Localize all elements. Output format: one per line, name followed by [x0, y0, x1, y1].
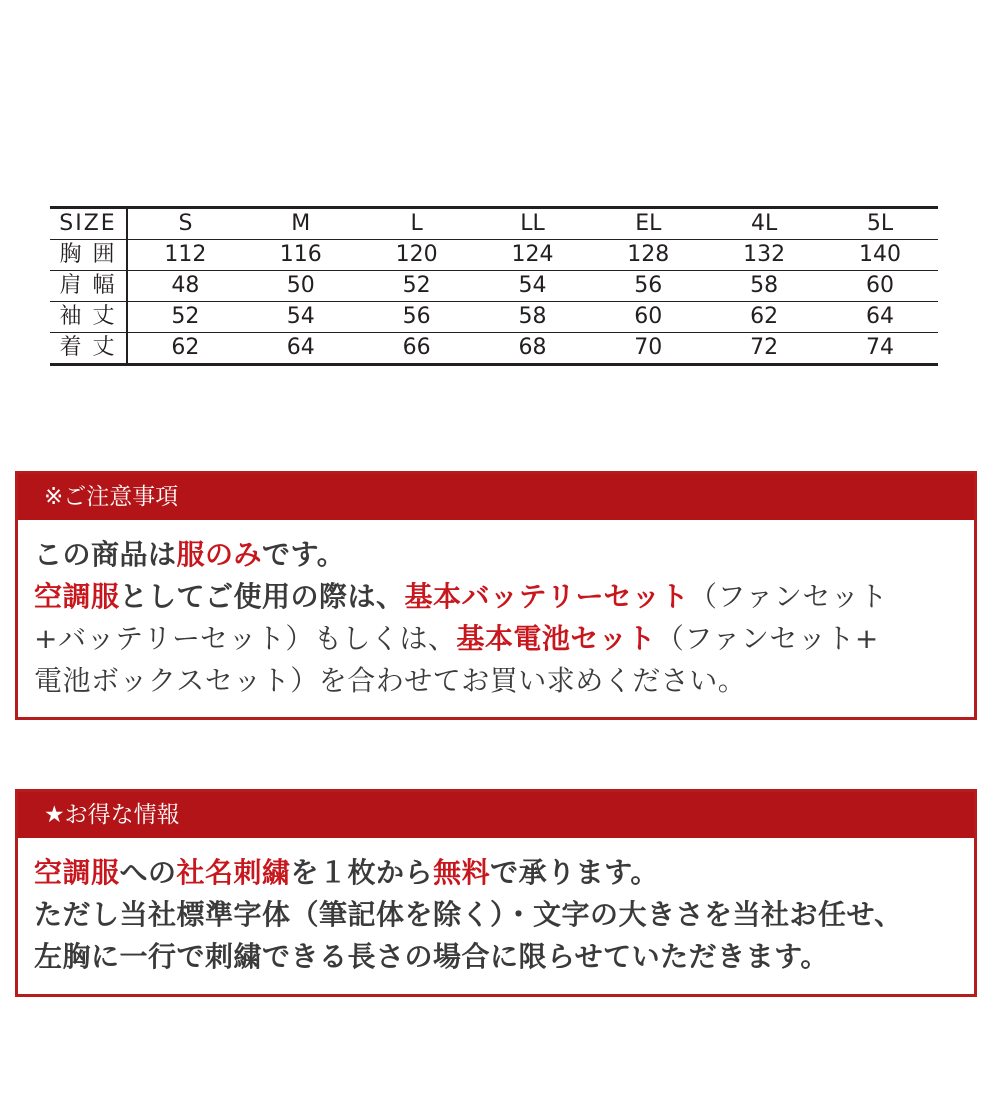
emphasis-text: 無料: [433, 856, 491, 889]
size-cell: LL: [475, 208, 591, 240]
row-label: 袖 丈: [50, 302, 127, 333]
value-cell: 56: [359, 302, 475, 333]
emphasis-text: 基本電池セット: [456, 622, 656, 655]
row-label: 着 丈: [50, 333, 127, 365]
size-header-label: SIZE: [50, 208, 127, 240]
text: （ファンセット+: [655, 622, 879, 655]
row-label: 胸 囲: [50, 240, 127, 271]
value-cell: 66: [402, 335, 431, 360]
value-cell: 62: [706, 302, 822, 333]
text: （ファンセット: [688, 580, 888, 613]
size-chart-table: [50, 206, 938, 366]
emphasis-text: 空調服: [34, 580, 120, 613]
text: を１枚から: [290, 856, 434, 889]
size-cell: M: [243, 208, 359, 240]
size-cell: S: [127, 208, 243, 240]
emphasis-text: 社名刺繍: [176, 856, 291, 889]
value-cell: 112: [127, 240, 243, 271]
size-cell: 5L: [822, 208, 938, 240]
emphasis-text: 空調服: [34, 856, 120, 889]
value-cell: 56: [590, 271, 706, 302]
table-row-sleeve: [50, 302, 938, 333]
table-row-length: [50, 333, 938, 365]
value-cell: 132: [706, 240, 822, 271]
size-cell: L: [359, 208, 475, 240]
value-cell: 58: [706, 271, 822, 302]
value-cell: 120: [359, 240, 475, 271]
value-cell: 72: [750, 335, 779, 360]
text: としてご使用の際は、: [119, 580, 405, 613]
value-cell: 74: [866, 335, 895, 360]
text: この商品は: [34, 538, 177, 571]
value-cell: 60: [822, 271, 938, 302]
value-cell: 52: [359, 271, 475, 302]
value-cell: 52: [127, 302, 243, 333]
info-line: ただし当社標準字体（筆記体を除く）・文字の大きさを当社お任せ、: [34, 898, 903, 931]
text: への: [119, 856, 177, 889]
size-header-row: [50, 208, 938, 240]
caution-notice-box: [15, 471, 977, 720]
info-line: 左胸に一行で刺繍できる長さの場合に限らせていただきます。: [34, 940, 829, 973]
value-cell: 68: [518, 335, 547, 360]
caution-notice-title: ※ご注意事項: [18, 474, 974, 520]
value-cell: 116: [243, 240, 359, 271]
value-cell: 58: [475, 302, 591, 333]
value-cell: 70: [634, 335, 663, 360]
value-cell: 124: [475, 240, 591, 271]
caution-notice-body: [18, 520, 974, 714]
notice-line: 電池ボックスセット）を合わせてお買い求めください。: [34, 664, 747, 697]
size-cell: EL: [590, 208, 706, 240]
value-cell: 48: [127, 271, 243, 302]
notice-line: [34, 618, 958, 660]
value-cell: 64: [286, 335, 315, 360]
table-row-shoulder: [50, 271, 938, 302]
notice-line: [34, 576, 958, 618]
value-cell: 62: [171, 335, 200, 360]
info-notice-title: ★お得な情報: [18, 792, 974, 838]
value-cell: 50: [243, 271, 359, 302]
info-notice-box: [15, 789, 977, 997]
notice-line: [34, 534, 958, 576]
table-row-chest: [50, 240, 938, 271]
size-cell: 4L: [706, 208, 822, 240]
info-notice-body: [18, 838, 974, 990]
info-line: [34, 852, 958, 894]
text: で承ります。: [490, 856, 659, 889]
value-cell: 54: [475, 271, 591, 302]
row-label: 肩 幅: [50, 271, 127, 302]
text: です。: [262, 538, 346, 571]
value-cell: 64: [822, 302, 938, 333]
value-cell: 128: [590, 240, 706, 271]
value-cell: 140: [822, 240, 938, 271]
value-cell: 54: [243, 302, 359, 333]
value-cell: 60: [590, 302, 706, 333]
emphasis-text: 服のみ: [176, 538, 263, 571]
text: +バッテリーセット）もしくは、: [34, 622, 457, 655]
emphasis-text: 基本バッテリーセット: [404, 580, 689, 613]
